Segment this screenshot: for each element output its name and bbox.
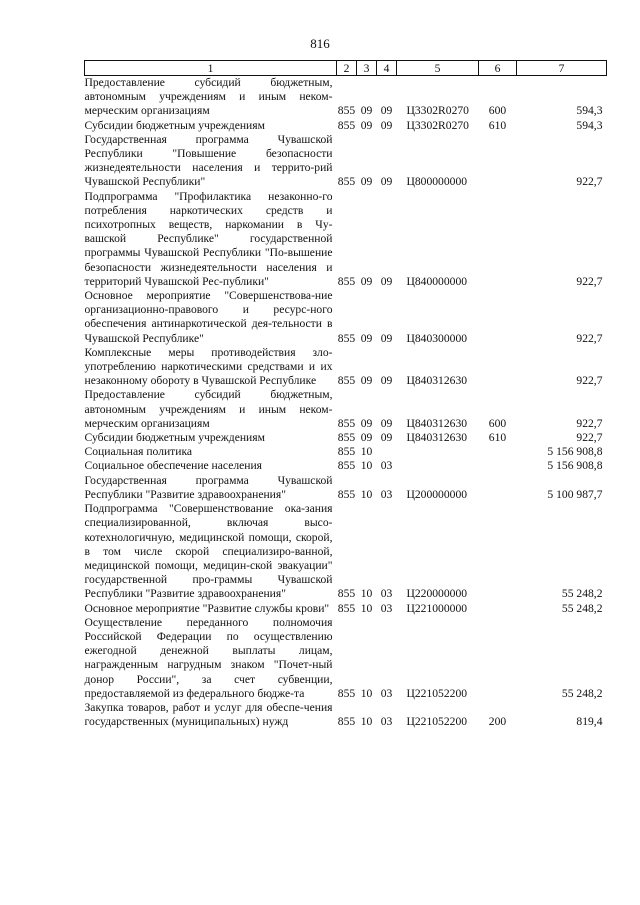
row-rz: 09: [360, 431, 373, 445]
row-name: Предоставление субсидий бюджетным, автономным учреждениям и иным неком-мерческим организациям: [84, 388, 333, 430]
row-vr: 600: [488, 416, 507, 430]
row-name: Основное мероприятие "Совершенствова-ние организационно-правового и ресурс-ного обеспечения антинаркотической дея-тельности в Чувашской Республике": [84, 289, 333, 345]
row-pr: 09: [380, 416, 393, 430]
header-col-4: 4: [377, 61, 397, 76]
table-row: [85, 133, 607, 190]
table-row: [85, 190, 607, 289]
table-row: [85, 388, 607, 431]
row-sum: 5 156 908,8: [547, 459, 603, 473]
row-gr: 855: [337, 431, 356, 445]
row-gr: 855: [337, 416, 356, 430]
row-rz: 10: [360, 459, 373, 473]
row-rz: 09: [360, 274, 373, 288]
row-sum: 55 248,2: [561, 601, 603, 615]
table-header: [85, 61, 607, 76]
table-row: [85, 474, 607, 502]
row-sum: 819,4: [576, 715, 603, 729]
row-vr: [479, 133, 517, 190]
row-vr: [479, 289, 517, 346]
row-name: Государственная программа Чувашской Республики "Повышение безопасности жизнедеятельности населения и террито-рий Чувашской Республики": [84, 132, 333, 189]
row-pr: 09: [380, 331, 393, 345]
row-gr: 855: [337, 104, 356, 118]
row-name: Социальное обеспечение населения: [84, 459, 263, 473]
row-name: Субсидии бюджетным учреждениям: [84, 431, 265, 445]
row-cs: Ц840000000: [406, 274, 468, 288]
row-cs: Ц3302R0270: [406, 104, 469, 118]
row-sum: 55 248,2: [561, 686, 603, 700]
table-row: [85, 701, 607, 729]
row-gr: 855: [337, 331, 356, 345]
row-cs: [397, 459, 479, 473]
row-pr: 03: [380, 459, 393, 473]
row-name: Субсидии бюджетным учреждениям: [84, 118, 265, 132]
row-pr: 09: [380, 374, 393, 388]
table-row: [85, 502, 607, 601]
table-row: [85, 445, 607, 459]
row-name: Подпрограмма "Профилактика незаконно-го потребления наркотических средств и психотропных веществ, наркомании в Чу-вашской Республике" государственной программы Чувашской Республики "По-вышение безопасности жизнедеятельности населения и территорий Чувашской Рес-публики": [84, 189, 333, 288]
row-gr: 855: [337, 274, 356, 288]
row-name: Предоставление субсидий бюджетным, автономным учреждениям и иным неком-мерческим организациям: [84, 76, 333, 118]
header-col-3: 3: [357, 61, 377, 76]
row-cs: [397, 445, 479, 459]
row-gr: 855: [337, 686, 356, 700]
header-col-5: 5: [397, 61, 479, 76]
row-sum: 5 100 987,7: [547, 487, 603, 501]
row-cs: Ц800000000: [406, 175, 468, 189]
row-cs: Ц200000000: [406, 487, 468, 501]
row-sum: 922,7: [576, 175, 603, 189]
budget-table: [84, 60, 607, 729]
row-rz: 10: [360, 587, 373, 601]
row-cs: Ц220000000: [406, 587, 468, 601]
row-gr: 855: [337, 587, 356, 601]
row-vr: 610: [488, 431, 507, 445]
row-gr: 855: [337, 459, 356, 473]
row-name: Закупка товаров, работ и услуг для обеспе-чения государственных (муниципальных) нужд: [84, 700, 333, 729]
row-vr: [479, 602, 517, 616]
row-cs: Ц3302R0270: [406, 118, 469, 132]
row-pr: [377, 445, 397, 459]
table-row: [85, 431, 607, 445]
row-gr: 855: [337, 175, 356, 189]
row-rz: 10: [360, 715, 373, 729]
table-row: [85, 459, 607, 473]
row-cs: Ц840312630: [406, 374, 468, 388]
row-pr: 03: [380, 587, 393, 601]
row-pr: 09: [380, 274, 393, 288]
row-gr: 855: [337, 374, 356, 388]
row-vr: [479, 190, 517, 289]
row-cs: Ц840312630: [406, 416, 468, 430]
row-cs: Ц221000000: [406, 601, 468, 615]
header-col-6: 6: [479, 61, 517, 76]
row-rz: 09: [360, 104, 373, 118]
row-sum: 922,7: [576, 431, 603, 445]
row-rz: 09: [360, 175, 373, 189]
row-vr: [479, 616, 517, 701]
row-sum: 594,3: [576, 104, 603, 118]
row-sum: 922,7: [576, 416, 603, 430]
row-name: Подпрограмма "Совершенствование ока-зания специализированной, включая высо-котехнологичную, медицинской помощи, скорой, в том числе скорой специализиро-ванной, медицинской помощи, медицин-ской эвакуации" государственной про-граммы Чувашской Республики "Развитие здравоохранения": [84, 502, 333, 601]
row-vr: [479, 474, 517, 502]
row-rz: 09: [360, 118, 373, 132]
row-pr: 03: [380, 601, 393, 615]
row-gr: 855: [337, 445, 356, 459]
row-rz: 09: [360, 416, 373, 430]
row-rz: 10: [360, 487, 373, 501]
row-name: Комплексные меры противодействия зло-употреблению наркотическими средствами и их незаконному обороту в Чувашской Республике: [84, 345, 333, 388]
row-gr: 855: [337, 715, 356, 729]
row-pr: 03: [380, 487, 393, 501]
table-row: [85, 289, 607, 346]
table-row: [85, 602, 607, 616]
row-pr: 03: [380, 686, 393, 700]
row-vr: [479, 445, 517, 459]
header-row: [85, 61, 607, 76]
row-gr: 855: [337, 601, 356, 615]
table-body: [85, 76, 607, 730]
row-sum: 922,7: [576, 331, 603, 345]
table-row: [85, 76, 607, 119]
table-row: [85, 616, 607, 701]
row-cs: Ц840312630: [406, 431, 468, 445]
row-vr: 200: [488, 715, 507, 729]
row-gr: 855: [337, 118, 356, 132]
row-vr: 600: [488, 104, 507, 118]
table-row: [85, 346, 607, 389]
row-cs: Ц221052200: [406, 686, 468, 700]
table-row: [85, 119, 607, 133]
row-sum: 922,7: [576, 274, 603, 288]
header-col-7: 7: [517, 61, 607, 76]
row-pr: 09: [380, 175, 393, 189]
row-sum: 922,7: [576, 374, 603, 388]
page-number: 816: [310, 36, 330, 51]
row-rz: 10: [360, 686, 373, 700]
row-sum: 55 248,2: [561, 587, 603, 601]
row-sum: 5 156 908,8: [547, 445, 603, 459]
row-cs: Ц221052200: [406, 715, 468, 729]
row-vr: [479, 346, 517, 389]
row-cs: Ц840300000: [406, 331, 468, 345]
row-pr: 09: [380, 104, 393, 118]
row-gr: 855: [337, 487, 356, 501]
row-vr: 610: [488, 118, 507, 132]
row-name: Государственная программа Чувашской Республики "Развитие здравоохранения": [84, 473, 333, 501]
row-rz: 10: [360, 445, 373, 459]
row-sum: 594,3: [576, 118, 603, 132]
row-pr: 09: [380, 431, 393, 445]
row-pr: 09: [380, 118, 393, 132]
row-rz: 09: [360, 374, 373, 388]
row-pr: 03: [380, 715, 393, 729]
row-name: Осуществление переданного полномочия Российской Федерации по осуществлению ежегодной денежной выплаты лицам, награжденным нагрудным знаком "Почет-ный донор России", за счет субвенции, предоставляемой из федерального бюдже-та: [84, 615, 333, 700]
row-rz: 10: [360, 601, 373, 615]
header-col-2: 2: [337, 61, 357, 76]
row-vr: [479, 459, 517, 473]
row-name: Социальная политика: [84, 445, 193, 459]
row-rz: 09: [360, 331, 373, 345]
row-name: Основное мероприятие "Развитие службы крови": [84, 601, 330, 615]
row-vr: [479, 502, 517, 601]
header-col-1: 1: [85, 61, 337, 76]
